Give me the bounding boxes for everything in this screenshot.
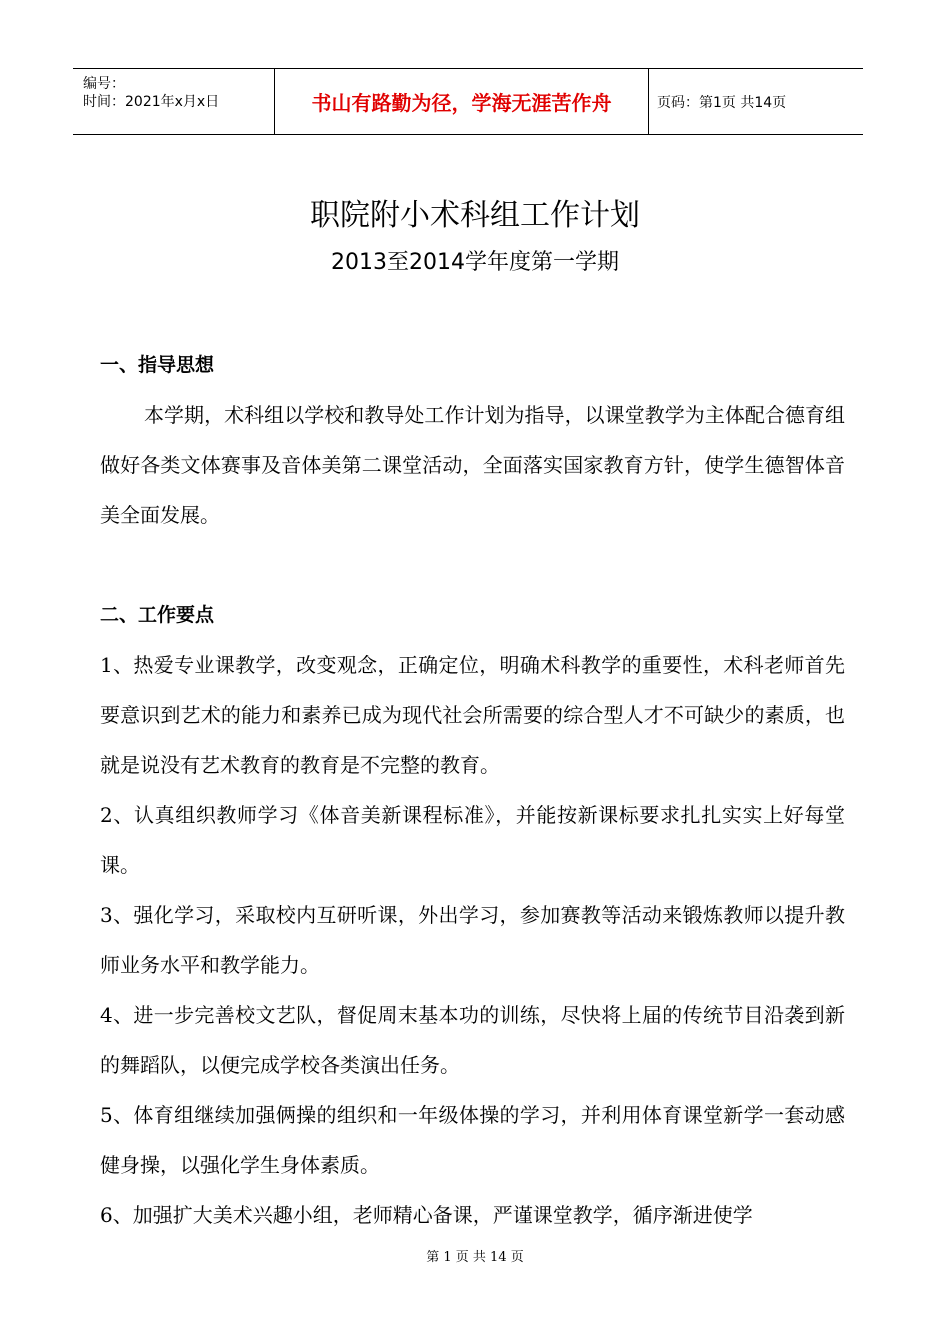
document-subtitle: 2013至2014学年度第一学期 bbox=[331, 250, 619, 275]
list-item: 3、强化学习，采取校内互研听课，外出学习，参加赛教等活动来锻炼教师以提升教师业务水平和教学能力。 bbox=[100, 903, 845, 977]
spacer bbox=[100, 540, 845, 590]
header-page-info: 页码：第1页 共14页 bbox=[657, 94, 787, 111]
section-paragraph: 本学期，术科组以学校和教导处工作计划为指导，以课堂教学为主体配合德育组做好各类文体赛事及音体美第二课堂活动，全面落实国家教育方针，使学生德智体音美全面发展。 bbox=[100, 403, 845, 527]
list-item: 4、进一步完善校文艺队，督促周末基本功的训练，尽快将上届的传统节目沿袭到新的舞蹈队，以便完成学校各类演出任务。 bbox=[100, 1003, 845, 1077]
document-title: 职院附小术科组工作计划 bbox=[310, 198, 640, 233]
list-item: 5、体育组继续加强俩操的组织和一年级体操的学习，并利用体育课堂新学一套动感健身操，以强化学生身体素质。 bbox=[100, 1103, 845, 1177]
code-label: 编号： bbox=[83, 76, 125, 92]
page-header bbox=[73, 68, 863, 135]
header-meta bbox=[73, 69, 275, 134]
list-item: 2、认真组织教师学习《体音美新课程标准》，并能按新课标要求扎扎实实上好每堂课。 bbox=[100, 803, 845, 877]
section-heading-work-points: 二、工作要点 bbox=[100, 604, 215, 626]
header-motto: 书山有路勤为径，学海无涯苦作舟 bbox=[275, 69, 649, 134]
time-label: 时间：2021年x月x日 bbox=[83, 94, 220, 110]
list-item: 6、加强扩大美术兴趣小组，老师精心备课，严谨课堂教学，循序渐进使学 bbox=[100, 1203, 753, 1227]
page-footer: 第 1 页 共 14 页 bbox=[426, 1250, 524, 1265]
section-heading-guiding-ideology: 一、指导思想 bbox=[100, 354, 215, 376]
document-body bbox=[100, 340, 845, 1240]
list-item: 1、热爱专业课教学，改变观念，正确定位，明确术科教学的重要性，术科老师首先要意识到艺术的能力和素养已成为现代社会所需要的综合型人才不可缺少的素质，也就是说没有艺术教育的教育是不完整的教育。 bbox=[100, 653, 845, 777]
